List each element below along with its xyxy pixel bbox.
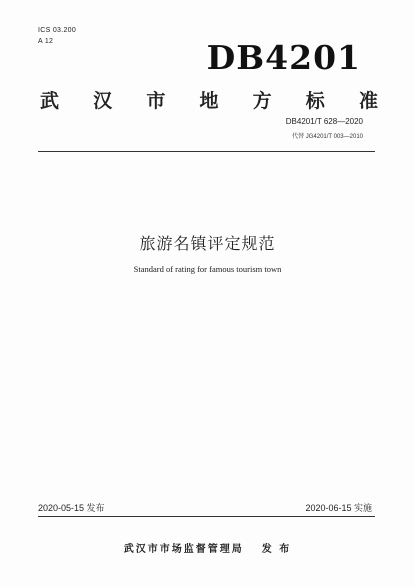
issue-date: 2020-05-15 发布 (38, 503, 105, 513)
issuer-line (0, 540, 415, 555)
header-divider (38, 151, 375, 152)
title-english: Standard of rating for famous tourism town (133, 264, 282, 274)
standard-type-char: 地 (199, 90, 219, 112)
standard-type-char: 准 (358, 90, 378, 112)
standard-type-char: 汉 (93, 90, 113, 112)
standard-type-char: 武 (40, 90, 60, 112)
document-number: DB4201/T 628—2020 (285, 117, 363, 126)
ccs-code: A 12 (38, 38, 54, 45)
ics-code: ICS 03.200 (38, 27, 77, 34)
issuer-name: 武汉市市场监督管理局 (123, 544, 244, 555)
implementation-date: 2020-06-15 实施 (305, 503, 372, 513)
issuer-action: 发 布 (261, 544, 292, 555)
standard-code: DB4201 (206, 38, 361, 77)
standard-type-char: 市 (146, 90, 166, 112)
title-chinese: 旅游名镇评定规范 (139, 234, 276, 253)
standard-type-char: 标 (305, 90, 325, 112)
standard-type-char: 方 (252, 90, 272, 112)
footer-divider (38, 516, 375, 517)
standard-type (40, 86, 378, 113)
replaces-note: 代替 JG4201/T 003—2010 (292, 134, 363, 140)
